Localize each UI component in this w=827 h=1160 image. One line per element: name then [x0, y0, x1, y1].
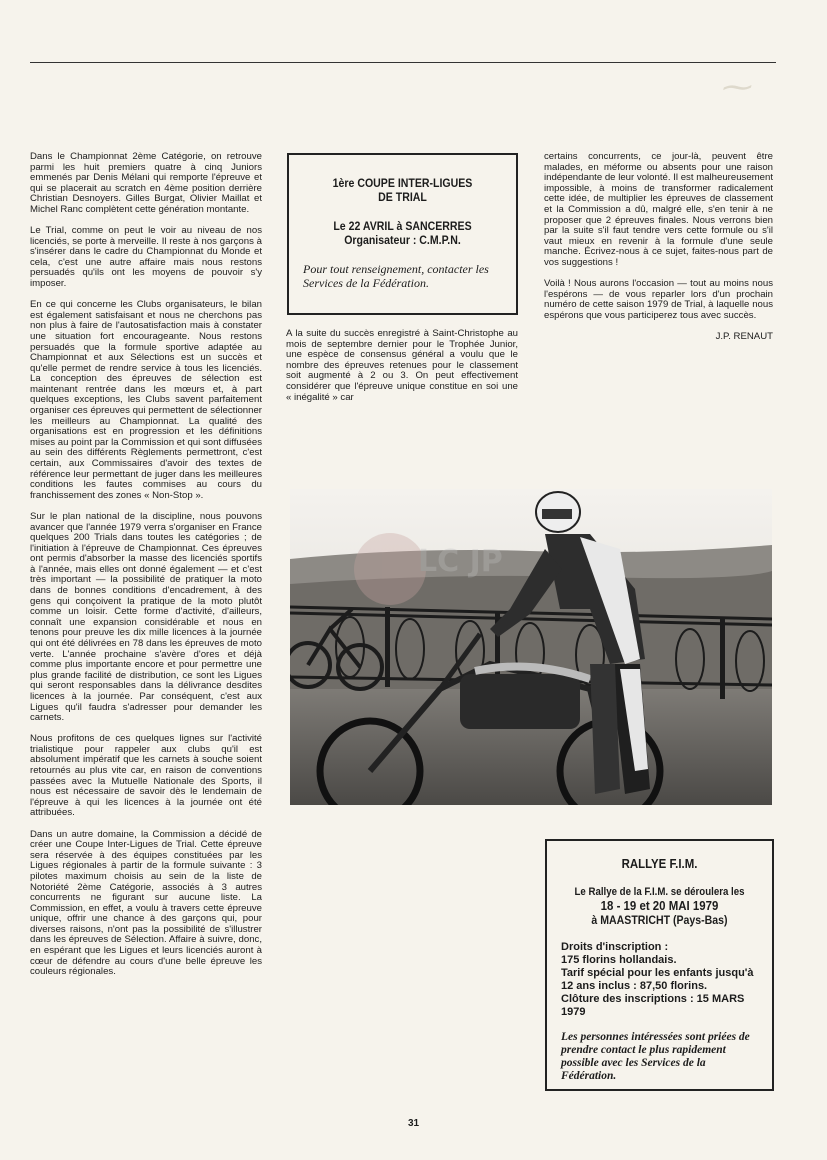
rallye-fee-2: Tarif spécial pour les enfants jusqu'à 12 ans inclus : 87,50 florins. [561, 967, 754, 992]
rallye-fee-1: 175 florins hollandais. [561, 954, 677, 966]
trial-rider-photo-icon [290, 489, 772, 805]
paragraph: Dans un autre domaine, la Commission a décidé de créer une Coupe Inter-Ligues de Trial. Cette épreuve sera réservée à des équipes constituées par les Ligues régionales à partir de la formule suivante : 3 pilotes maximum choisis au sein de la liste de Notoriété 2ème Catégorie, associés à 3 autres concurrents ne figurant sur aucune liste. La Commission, en effet, a voulu à travers cette épreuve unique, offrir une chance à des garçons qui, pour diverses raisons, n'ont pas la possibilité de s'illustrer dans les épreuves de Sélection. Affaire à suivre, donc, en espérant que les Ligues et leurs licenciés auront à cœur de défendre au cours d'une belle épreuve les couleurs régionales. [30, 828, 262, 978]
coupe-organizer-line: Organisateur : C.M.P.N. [344, 233, 461, 247]
paragraph: Voilà ! Nous aurons l'occasion — tout au moins nous l'espérons — de vous reparler lors d'un prochain numéro de cette saison 1979 de Trial, à laquelle nous espérons que vous participerez tous avec succès. [544, 278, 773, 321]
rallye-dates: 18 - 19 et 20 MAI 1979 [600, 898, 719, 913]
paragraph: Le Trial, comme on peut le voir au niveau de nos licenciés, se porte à merveille. Il reste à nos garçons à s'insérer dans le cadre du Championnat du Monde et cela, c'est une autre affaire mais nous restons persuadés qu'ils ont les moyens de pouvoir s'y imposer. [30, 225, 262, 290]
paragraph: Nous profitons de ces quelques lignes sur l'activité trialistique pour rappeler aux clubs qu'il est absolument impératif que les carnets à souche soient retournés au plus vite car, en raison de conventions passées avec la Mutuelle Nationale des Sports, il nous est nécessaire de savoir dès le lendemain de l'épreuve à qui les licences à la journée ont été attribuées. [30, 733, 262, 819]
rallye-closing: Clôture des inscriptions : 15 MARS 1979 [561, 993, 745, 1018]
paragraph: certains concurrents, ce jour-là, peuvent être malades, en méforme ou absents pour une raison indépendante de leur volonté. Il est malheureusement impossible, à moins de transformer radicalement cette idée, de multiplier les épreuves de classement et la Commission a dû, malgré elle, s'en tenir à ne proposer que 2 épreuves finales. Nous verrons bien par la suite s'il faut tendre vers cette formule ou s'il vaut mieux en revenir à la formule d'une seule manche. Écrivez-nous à ce sujet, faites-nous part de vos suggestions ! [544, 151, 773, 268]
top-rule [30, 62, 776, 63]
rallye-place: à MAASTRICHT (Pays-Bas) [591, 913, 728, 927]
rallye-intro: Le Rallye de la F.I.M. se déroulera les [574, 886, 745, 898]
page-number: 31 [407, 1118, 420, 1129]
rallye-fim-box [545, 839, 774, 1091]
photo-watermark-text: LC JP [418, 544, 503, 579]
ghost-show-through-icon: ⁓ [720, 71, 750, 104]
left-column [30, 152, 262, 988]
paragraph: En ce qui concerne les Clubs organisateurs, le bilan est également satisfaisant et nous ne cherchons pas non plus à faire de l'autosatisfaction mais à constater une situation fort encourageante. Nous restons persuadés que la formule sportive adaptée au Championnat et aux Sélections est un succès et qu'elle permet de rendre service à tous les licenciés. La conception des épreuves de sélection est maintenant rentrée dans les mœurs et, à part quelques exceptions, les Clubs savent parfaitement organiser ces épreuves qui permettent de sélectionner les meilleurs au Championnat. La qualité des organisations est en progression et les définitions mises au point par la Commission et qui sont diffusées au sein des différents Règlements permettront, c'est certain, aux Commissaires d'avoir des textes de référence leur permettant de juger dans les meilleures conditions les fautes commises au cours du franchissement des zones « Non-Stop ». [30, 299, 262, 501]
coupe-title-line-1: 1ère COUPE INTER-LIGUES [332, 176, 473, 190]
paragraph: Sur le plan national de la discipline, nous pouvons avancer que l'année 1979 verra s'organiser en France quelques 200 Trials dans toutes les catégories ; de l'initiation à l'épreuve de Championnat. Ces épreuves ont permis d'absorber la masse des licenciés sportifs à l'année, mais elles ont donné également — et c'est très important — la possibilité de pratiquer la moto dans de bonnes conditions d'encadrement, à des gens qui conçoivent la pratique de la moto plutôt comme un loisir. Cette forme d'activité, d'ailleurs, connaît une expansion considérable et nous en tenons pour preuve les dix mille licences à la journée qui ont été délivrées en 78 dans les épreuves de moto verte. L'année prochaine s'avère d'ores et déjà comme plus importante encore et pour permettre une plus grande facilité de distribution, ce sont les Ligues qui seront responsables dans la délivrance desdites licences à la journée. Par conséquent, c'est aux Ligues qu'il faudra s'adresser pour demander les carnets. [30, 510, 262, 724]
rallye-fees-label: Droits d'inscription : [561, 941, 669, 953]
coupe-inter-ligues-box [287, 153, 518, 315]
coupe-date-line: Le 22 AVRIL à SANCERRES [333, 219, 472, 233]
paragraph: Dans le Championnat 2ème Catégorie, on retrouve parmi les huit premiers quatre à cinq Juniors emmenés par Denis Mélani qui remporte l'épreuve et qui se placerait au scratch en 4ème position derrière Christian Desnoyers. Gilles Burgat, Olivier Maillat et Michel Ranc complètent cette génération montante. [30, 151, 262, 215]
author-signature: J.P. RENAUT [715, 330, 773, 342]
rallye-title: RALLYE F.I.M. [621, 856, 698, 871]
coupe-title-line-2: DE TRIAL [378, 190, 427, 204]
paragraph: A la suite du succès enregistré à Saint-Christophe au mois de septembre dernier pour le Trophée Junior, une espèce de consensus général a voulu que le nombre des épreuves retenues pour le classement soit augmenté à 2 ou 3. On peut effectivement considérer que l'épreuve unique constitue en soi une « inégalité » car [286, 328, 518, 403]
rallye-contact-note: Les personnes intéressées sont priées de prendre contact le plus rapidement possible avec les Services de la Fédération. [561, 1031, 750, 1082]
middle-column [286, 329, 518, 414]
coupe-contact-note: Pour tout renseignement, contacter les Services de la Fédération. [303, 262, 489, 290]
trial-rider-photo [290, 489, 772, 805]
right-column [544, 152, 773, 343]
